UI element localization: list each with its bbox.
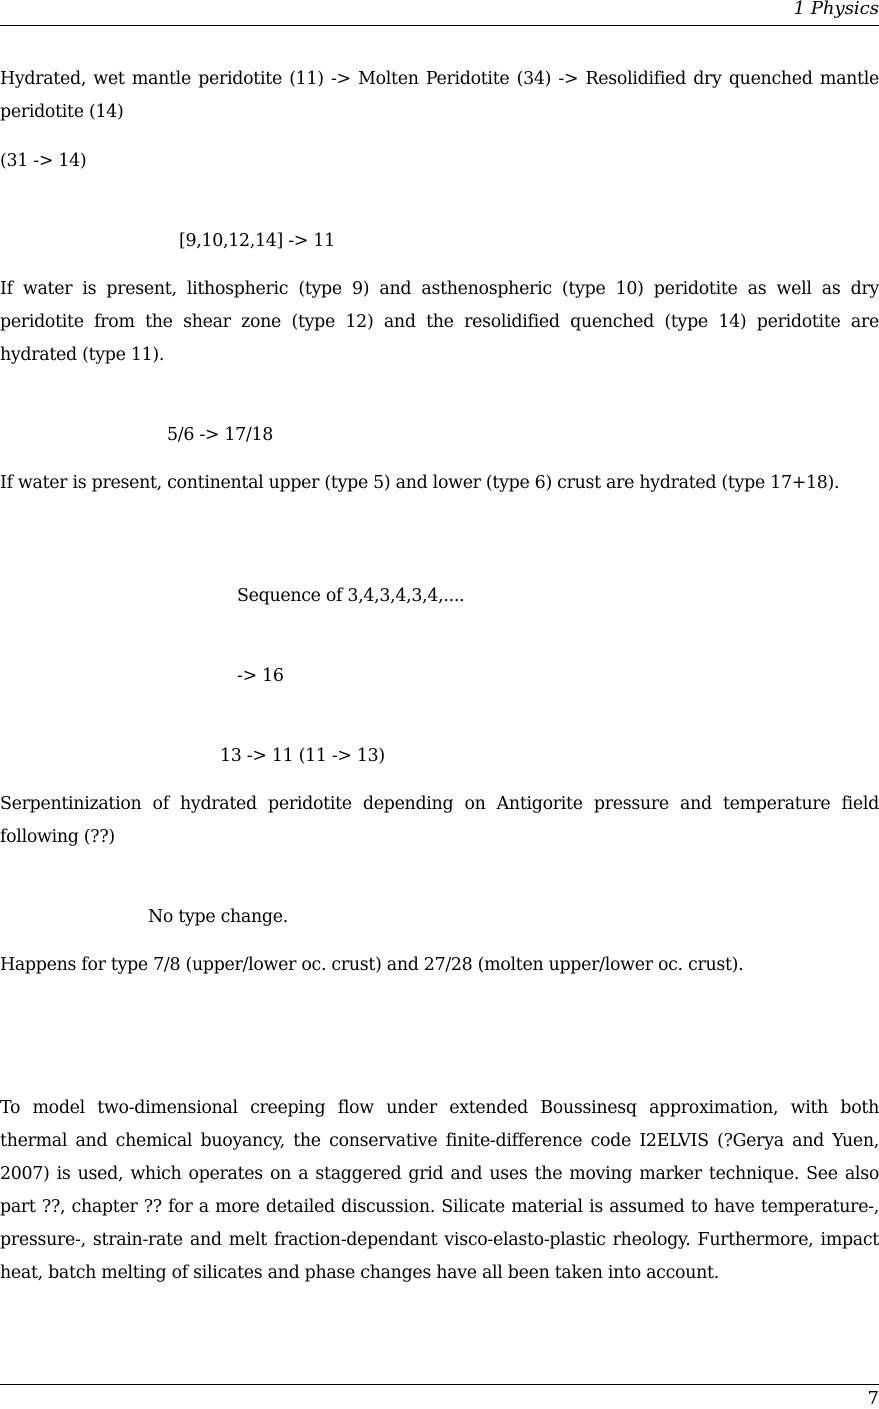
- heading-no-type-change: No type change.: [148, 907, 288, 927]
- paragraph-serpentinization: Serpentinization of hydrated peridotite depending on Antigorite pressure and temperature field following (??): [0, 794, 879, 847]
- running-title: 1 Physics: [793, 0, 879, 19]
- paragraph-hydrated-peridotite: Hydrated, wet mantle peridotite (11) -> Molten Peridotite (34) -> Resolidified dry quenched mantle peridotite (14): [0, 69, 879, 122]
- heading-serpentinization: 13 -> 11 (11 -> 13): [220, 746, 385, 766]
- heading-to-16: -> 16: [237, 666, 284, 686]
- heading-peridotite-hydration: [9,10,12,14] -> 11: [179, 231, 335, 251]
- paragraph-31-to-14: (31 -> 14): [0, 151, 87, 171]
- paragraph-oceanic-crust: Happens for type 7/8 (upper/lower oc. crust) and 27/28 (molten upper/lower oc. crust).: [0, 955, 744, 975]
- page-header: [0, 0, 879, 26]
- paragraph-peridotite-hydration: If water is present, lithospheric (type 9) and asthenospheric (type 10) peridotite as well as dry peridotite from the shear zone (type 12) and the resolidified quenched (type 14) peridotite are hydrated (type 11).: [0, 279, 879, 365]
- page-number: 7: [867, 1388, 879, 1409]
- footer-rule: [0, 1384, 879, 1385]
- heading-sequence: Sequence of 3,4,3,4,3,4,....: [237, 586, 465, 606]
- heading-crust-hydration: 5/6 -> 17/18: [167, 425, 274, 445]
- paragraph-crust-hydration: If water is present, continental upper (type 5) and lower (type 6) crust are hydrated (type 17+18).: [0, 473, 840, 493]
- paragraph-i2elvis-model: To model two-dimensional creeping flow under extended Boussinesq approximation, with both thermal and chemical buoyancy, the conservative finite-difference code I2ELVIS (?Gerya and Yuen, 2007) is used, which operates on a staggered grid and uses the moving marker technique. See also part ??, chapter ?? for a more detailed discussion. Silicate material is assumed to have temperature-, pressure-, strain-rate and melt fraction-dependant visco-elasto-plastic rheology. Furthermore, impact heat, batch melting of silicates and phase changes have all been taken into account.: [0, 1098, 879, 1283]
